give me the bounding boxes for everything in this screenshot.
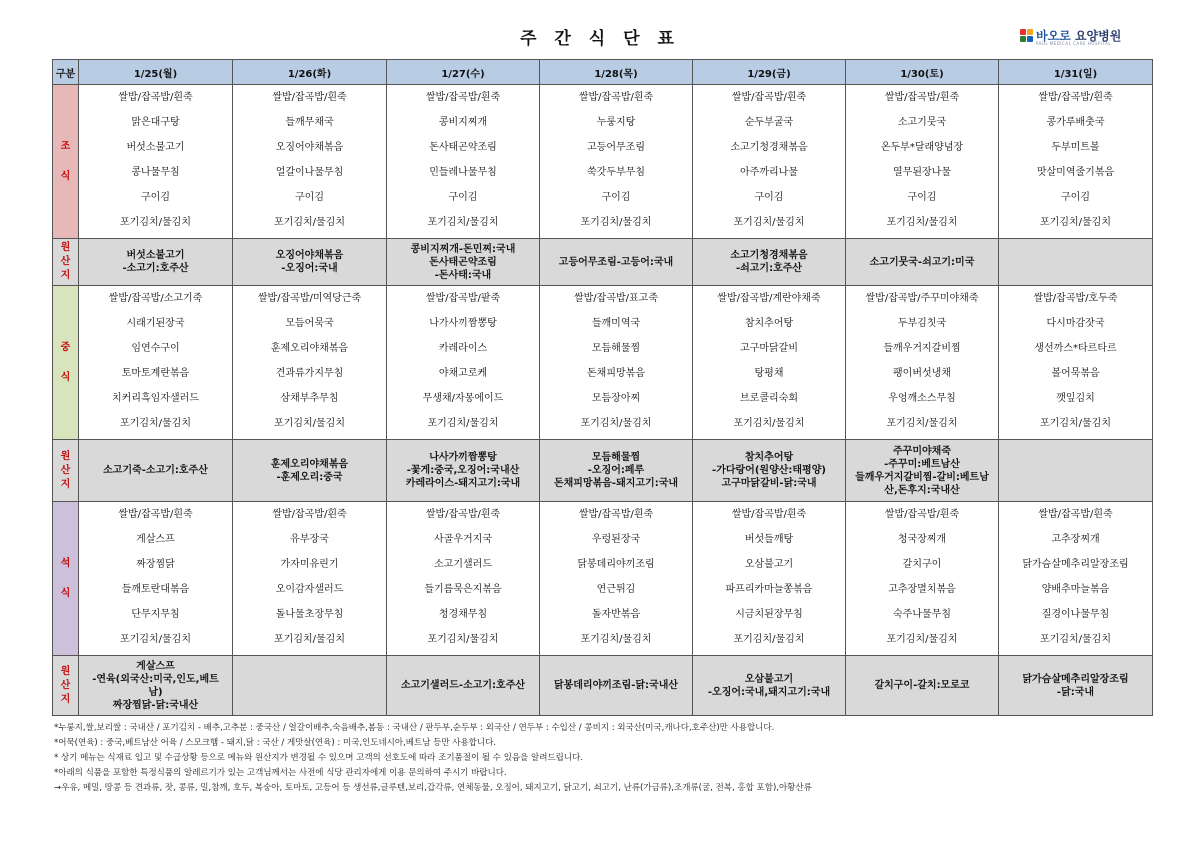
origin-cell — [79, 656, 233, 716]
origin-line: 카레라이스-돼지고기:국내 — [405, 478, 521, 489]
lunch-cell — [846, 286, 999, 440]
day-header: 1/27(수) — [387, 60, 540, 85]
menu-item: 단무지무침 — [131, 609, 180, 620]
menu-item: 들기름묵은지볶음 — [424, 584, 502, 595]
menu-item: 게살스프 — [136, 534, 175, 545]
dinner-cell — [693, 502, 846, 656]
origin-label — [53, 239, 79, 286]
menu-item: 포기김치/물김치 — [733, 634, 805, 645]
menu-item: 파프리카마늘쫑볶음 — [725, 584, 813, 595]
breakfast_origin-row — [53, 239, 1153, 286]
origin-line: -소고기:호주산 — [122, 263, 189, 274]
lunch_origin-row — [53, 440, 1153, 502]
lunch-cell — [540, 286, 693, 440]
meal-label-char: 식 — [60, 587, 71, 599]
dinner-cell — [846, 502, 999, 656]
menu-item: 가자미유린기 — [280, 559, 339, 570]
menu-items — [693, 502, 845, 655]
origin-line: 짜장찜닭-닭:국내산 — [112, 699, 199, 711]
menu-item: 쌀밥/잡곡밥/흰죽 — [425, 92, 501, 103]
origin-cell — [387, 440, 540, 502]
origin-line: -주꾸미:베트남산 — [884, 458, 960, 470]
menu-item: 돈채피망볶음 — [587, 368, 645, 379]
menu-items — [846, 502, 998, 655]
menu-item: 삼채부추무침 — [280, 393, 339, 404]
menu-item: 유부장국 — [290, 534, 329, 545]
menu-item: 콩가루배춧국 — [1046, 117, 1105, 128]
menu-item: 쌀밥/잡곡밥/호두죽 — [1033, 293, 1118, 304]
menu-item: 오징어야채볶음 — [275, 142, 344, 153]
menu-item: 참치추어탕 — [744, 318, 794, 329]
dinner-cell — [233, 502, 387, 656]
menu-item: 쌀밥/잡곡밥/흰죽 — [578, 509, 654, 520]
menu-item: 돈사태곤약조림 — [429, 142, 497, 153]
menu-item: 브로콜리숙회 — [740, 393, 798, 404]
origin-cell — [999, 656, 1153, 716]
menu-items — [233, 85, 386, 238]
lunch-cell — [79, 286, 233, 440]
day-header: 1/31(일) — [999, 60, 1153, 85]
menu-item: 숙주나물무침 — [893, 609, 951, 620]
menu-item: 콩비지찌개 — [438, 117, 488, 128]
origin-line: 소고기뭇국-쇠고기:미국 — [869, 256, 975, 268]
menu-item: 쌀밥/잡곡밥/흰죽 — [1038, 92, 1113, 103]
origin-cell — [540, 239, 693, 286]
menu-items — [999, 85, 1152, 238]
origin-line: 소고기샐러드-소고기:호주산 — [400, 680, 526, 691]
footnote-line: *누룽지,쌀,보리쌀 : 국내산 / 포기김치 - 배추,고추분 : 중국산 / 얼갈이배추,숙음배추,봄동 : 국내산 / 판두부,순두부 : 외국산 / 연두부 : 수입산 / 콩비지 : 외국산(미국,캐나다,호주산)만 사용합니다. — [54, 723, 775, 733]
menu-item: 생선까스*타르타르 — [1034, 343, 1117, 354]
menu-item: 포기김치/물김치 — [580, 634, 652, 645]
menu-item: 포기김치/물김치 — [427, 634, 499, 645]
menu-item: 우엉깨소스무침 — [888, 393, 956, 404]
footnote-line: *어묵(연육) : 중국,베트남산 어육 / 스모크햄 - 돼지,닭 : 국산 / 게맛살(연육) : 미국,인도네시아,베트남 등만 사용합니다. — [54, 738, 497, 748]
breakfast-cell — [846, 85, 999, 239]
menu-item: 포기김치/물김치 — [1040, 634, 1111, 645]
origin-line: 소고기죽-소고기:호주산 — [103, 465, 208, 476]
origin-line: 소고기청경채볶음 — [730, 250, 808, 261]
logo-subtext: PAUL MEDICAL CARE HOSPITAL — [1036, 41, 1112, 46]
logo-text: 바오로 요양병원 — [1036, 29, 1122, 43]
menu-item: 소고기뭇국 — [897, 117, 947, 128]
menu-item: 포기김치/물김치 — [733, 418, 805, 429]
origin-line: 닭봉데리야끼조림-닭:국내산 — [553, 680, 679, 691]
menu-item: 시금치된장무침 — [735, 609, 803, 620]
menu-item: 모듬장아찌 — [591, 393, 641, 404]
menu-items — [233, 502, 386, 655]
day-header: 1/26(화) — [233, 60, 387, 85]
day-header: 1/28(목) — [540, 60, 693, 85]
menu-item: 오삼불고기 — [744, 559, 794, 570]
menu-item: 팽이버섯냉채 — [893, 368, 951, 379]
origin-line: 고구마닭갈비-닭:국내 — [721, 478, 817, 489]
menu-item: 포기김치/물김치 — [120, 217, 191, 228]
dinner_origin-row — [53, 656, 1153, 716]
menu-item: 치커리흑임자샐러드 — [112, 393, 199, 404]
menu-items — [693, 286, 845, 439]
origin-cell — [693, 656, 846, 716]
menu-item: 오이감자샐러드 — [275, 584, 344, 595]
origin-line: 모듬해물찜 — [591, 452, 641, 463]
menu-item: 쌀밥/잡곡밥/흰죽 — [118, 509, 193, 520]
menu-item: 포기김치/물김치 — [1040, 217, 1111, 228]
origin-cell — [233, 440, 387, 502]
origin-cell — [999, 440, 1153, 502]
origin-label-char: 지 — [60, 693, 71, 705]
breakfast-cell — [79, 85, 233, 239]
menu-item: 콩나물무침 — [131, 167, 180, 178]
origin-line: 갈치구이-갈치:모로코 — [874, 680, 970, 691]
menu-item: 쌀밥/잡곡밥/흰죽 — [1038, 509, 1113, 520]
dinner-cell — [999, 502, 1153, 656]
breakfast-cell — [999, 85, 1153, 239]
meal-label-char: 중 — [60, 341, 71, 353]
footnote-line: * 상기 메뉴는 식재료 입고 및 수급상황 등으로 메뉴와 원산지가 변경될 수 있으며 고객의 선호도에 따라 조기품절이 될 수 있음을 알려드립니다. — [54, 753, 584, 763]
origin-line: 훈제오리야채볶음 — [270, 458, 349, 470]
menu-item: 얼갈이나물무침 — [275, 167, 344, 178]
menu-item: 쌀밥/잡곡밥/주꾸미야채죽 — [865, 293, 979, 304]
menu-item: 맛살미역줄기볶음 — [1036, 167, 1115, 178]
header-row — [53, 60, 1153, 85]
origin-line: 닭가슴살메추리알장조림 — [1022, 673, 1129, 685]
menu-item: 두부미트볼 — [1051, 142, 1100, 153]
menu-item: 야채고로케 — [438, 368, 488, 379]
origin-line: -가다랑어(원양산:태평양) — [712, 465, 826, 476]
origin-label-char: 산 — [60, 256, 71, 267]
breakfast-row — [53, 85, 1153, 239]
origin-line: 참치추어탕 — [744, 452, 794, 463]
menu-item: 온두부*달래양념장 — [880, 142, 964, 153]
origin-cell — [387, 239, 540, 286]
logo-mark-icon — [1020, 29, 1034, 43]
origin-line: -돈사태:국내 — [434, 269, 492, 281]
weekly-menu-table — [52, 59, 1153, 716]
origin-cell — [846, 239, 999, 286]
menu-item: 고추장멸치볶음 — [888, 584, 956, 595]
origin-line: -연육(외국산:미국,인도,베트 — [92, 673, 219, 685]
origin-label-char: 지 — [60, 478, 71, 490]
menu-items — [693, 85, 845, 238]
dinner-cell — [540, 502, 693, 656]
origin-label — [53, 656, 79, 716]
origin-label — [53, 440, 79, 502]
origin-cell — [846, 440, 999, 502]
menu-item: 포기김치/물김치 — [580, 418, 652, 429]
meal-label-char: 석 — [60, 557, 71, 569]
menu-item: 연근튀김 — [596, 584, 636, 595]
menu-item: 포기김치/물김치 — [427, 217, 499, 228]
menu-item: 돌나물초장무침 — [275, 609, 344, 620]
origin-line: -오징어:국내 — [281, 263, 338, 274]
menu-item: 모듬어묵국 — [285, 318, 334, 329]
menu-item: 청국장찌개 — [897, 534, 947, 545]
menu-item: 구이김 — [141, 192, 170, 203]
menu-item: 돌자반볶음 — [591, 609, 641, 620]
day-header: 1/29(금) — [693, 60, 846, 85]
origin-label-char: 지 — [60, 270, 71, 281]
dinner-label — [53, 502, 79, 656]
menu-item: 포기김치/물김치 — [1040, 418, 1111, 429]
breakfast-label — [53, 85, 79, 239]
menu-item: 아주까리나물 — [740, 167, 798, 178]
origin-line: 돈채피망볶음-돼지고기:국내 — [553, 478, 679, 489]
day-header: 1/30(토) — [846, 60, 999, 85]
menu-item: 무생채/자몽에이드 — [422, 393, 504, 404]
origin-line: -닭:국내 — [1056, 686, 1095, 698]
menu-item: 순두부굴국 — [744, 117, 794, 128]
menu-item: 양배추마늘볶음 — [1041, 584, 1110, 595]
menu-item: 포기김치/물김치 — [427, 418, 499, 429]
origin-line: 게살스프 — [136, 660, 175, 672]
menu-item: 탕평채 — [754, 368, 784, 379]
origin-line: -오징어:국내,돼지고기:국내 — [707, 686, 831, 698]
menu-item: 볼어묵볶음 — [1051, 368, 1100, 379]
origin-line: -훈제오리:중국 — [276, 471, 343, 483]
page-title: 주 간 식 단 표 — [520, 29, 680, 49]
origin-label-char: 산 — [60, 679, 71, 691]
origin-line: 들깨우거지갈비찜-갈비:베트남 — [855, 471, 989, 483]
menu-item: 포기김치/물김치 — [274, 634, 345, 645]
menu-item: 사골우거지국 — [434, 534, 492, 545]
origin-line: 콩비지찌개-돈민찌:국내 — [410, 243, 516, 255]
menu-item: 짜장찜닭 — [136, 559, 175, 570]
breakfast-cell — [540, 85, 693, 239]
menu-item: 쌀밥/잡곡밥/흰죽 — [884, 509, 960, 520]
dinner-row — [53, 502, 1153, 656]
footnote-line: →우유, 메밀, 땅콩 등 견과류, 잣, 콩류, 밀,참깨, 호두, 복숭아, 토마토, 고등어 등 생선류,글루텐,보리,갑각류, 연체동물, 오징어, 돼지고기, 닭고기, 쇠고기, 난류(가금류),조개류(굴, 전복, 홍합 포함),아황산류 — [54, 783, 812, 793]
origin-cell — [233, 656, 387, 716]
menu-items — [387, 85, 539, 238]
menu-item: 구이김 — [907, 192, 937, 203]
menu-item: 카레라이스 — [438, 343, 488, 354]
menu-item: 소고기샐러드 — [434, 559, 492, 570]
menu-items — [540, 502, 692, 655]
footnotes — [54, 721, 1154, 796]
menu-item: 쌀밥/잡곡밥/소고기죽 — [108, 293, 203, 304]
origin-line: 고등어무조림-고등어:국내 — [558, 256, 674, 268]
origin-cell — [387, 656, 540, 716]
menu-item: 임연수구이 — [131, 343, 180, 354]
menu-item: 구이김 — [1061, 192, 1090, 203]
menu-item: 구이김 — [601, 192, 631, 203]
menu-item: 포기김치/물김치 — [274, 418, 345, 429]
menu-items — [846, 85, 998, 238]
origin-cell — [233, 239, 387, 286]
menu-item: 훈제오리야채볶음 — [270, 343, 349, 354]
origin-cell — [846, 656, 999, 716]
origin-line: 오삼불고기 — [744, 673, 794, 685]
menu-item: 포기김치/물김치 — [886, 634, 958, 645]
menu-item: 포기김치/물김치 — [886, 418, 958, 429]
menu-items — [999, 502, 1152, 655]
menu-items — [387, 286, 539, 439]
menu-item: 포기김치/물김치 — [733, 217, 805, 228]
menu-item: 청경채무침 — [438, 609, 488, 620]
corner-label: 구분 — [53, 60, 79, 85]
origin-cell — [999, 239, 1153, 286]
origin-line: 산,돈후지:국내산 — [884, 484, 960, 496]
menu-item: 포기김치/물김치 — [886, 217, 958, 228]
menu-items — [233, 286, 386, 439]
breakfast-cell — [693, 85, 846, 239]
origin-line: 오징어야채볶음 — [275, 250, 344, 261]
origin-label-char: 원 — [60, 242, 71, 253]
menu-item: 모듬해물찜 — [591, 343, 641, 354]
menu-items — [540, 85, 692, 238]
lunch-cell — [387, 286, 540, 440]
menu-item: 들깨미역국 — [591, 318, 641, 329]
menu-item: 구이김 — [295, 192, 324, 203]
hospital-logo — [1020, 26, 1140, 50]
origin-line: 버섯소불고기 — [126, 250, 185, 261]
menu-item: 쌀밥/잡곡밥/팥죽 — [425, 293, 501, 304]
origin-line: 주꾸미야채죽 — [893, 445, 951, 457]
menu-items — [79, 502, 232, 655]
menu-item: 고추장찌개 — [1051, 534, 1100, 545]
menu-items — [79, 286, 232, 439]
origin-cell — [540, 656, 693, 716]
menu-item: 버섯소불고기 — [126, 142, 185, 153]
menu-item: 구이김 — [754, 192, 784, 203]
lunch-cell — [693, 286, 846, 440]
origin-label-char: 원 — [60, 665, 71, 677]
menu-item: 쌀밥/잡곡밥/계란야채죽 — [717, 293, 821, 304]
menu-item: 포기김치/물김치 — [580, 217, 652, 228]
day-header: 1/25(월) — [79, 60, 233, 85]
footnote-line: *아래의 식품을 포함한 특정식품의 알레르기가 있는 고객님께서는 사전에 식당 관리자에게 이용 문의하여 주시기 바랍니다. — [54, 768, 507, 778]
breakfast-cell — [233, 85, 387, 239]
menu-item: 고구마닭갈비 — [740, 343, 798, 354]
lunch-cell — [999, 286, 1153, 440]
menu-item: 견과류가지무침 — [275, 368, 344, 379]
origin-line: 남) — [148, 686, 163, 698]
menu-item: 두부김칫국 — [897, 318, 947, 329]
origin-cell — [693, 440, 846, 502]
menu-item: 갈치구이 — [902, 559, 942, 570]
menu-item: 쌀밥/잡곡밥/흰죽 — [425, 509, 501, 520]
menu-item: 쌀밥/잡곡밥/흰죽 — [578, 92, 654, 103]
menu-item: 쌀밥/잡곡밥/흰죽 — [272, 92, 347, 103]
menu-item: 다시마감잣국 — [1046, 318, 1105, 329]
menu-item: 들깨무채국 — [285, 117, 334, 128]
lunch-cell — [233, 286, 387, 440]
meal-label-char: 식 — [60, 371, 71, 383]
menu-item: 버섯들깨탕 — [744, 534, 794, 545]
menu-item: 구이김 — [448, 192, 478, 203]
lunch-row — [53, 286, 1153, 440]
menu-item: 쌀밥/잡곡밥/흰죽 — [731, 509, 807, 520]
menu-item: 쌀밥/잡곡밥/흰죽 — [884, 92, 960, 103]
menu-item: 쑥갓두부무침 — [587, 167, 645, 178]
origin-label-char: 산 — [60, 464, 71, 476]
menu-items — [387, 502, 539, 655]
origin-line: 돈사태곤약조림 — [429, 256, 497, 268]
menu-item: 누룽지탕 — [596, 117, 636, 128]
menu-item: 토마토계란볶음 — [121, 368, 190, 379]
menu-item: 쌀밥/잡곡밥/미역당근죽 — [257, 293, 362, 304]
menu-item: 쌀밥/잡곡밥/흰죽 — [118, 92, 193, 103]
origin-cell — [693, 239, 846, 286]
menu-items — [79, 85, 232, 238]
origin-line: -쇠고기:호주산 — [735, 263, 803, 274]
menu-item: 쌀밥/잡곡밥/표고죽 — [573, 293, 659, 304]
menu-item: 들깨토란대볶음 — [121, 584, 190, 595]
menu-item: 쌀밥/잡곡밥/흰죽 — [731, 92, 807, 103]
origin-cell — [540, 440, 693, 502]
menu-item: 맑은대구탕 — [131, 117, 180, 128]
menu-item: 들깨우거지갈비찜 — [883, 343, 961, 354]
menu-item: 소고기청경채볶음 — [730, 142, 808, 153]
origin-label-char: 원 — [60, 450, 71, 462]
menu-item: 포기김치/물김치 — [120, 418, 191, 429]
menu-item: 우렁된장국 — [591, 534, 641, 545]
menu-item: 깻잎김치 — [1056, 393, 1095, 404]
menu-item: 질경이나물무침 — [1041, 609, 1110, 620]
menu-item: 포기김치/물김치 — [274, 217, 345, 228]
menu-item: 민들레나물무침 — [429, 167, 497, 178]
menu-item: 열무된장나물 — [893, 167, 951, 178]
origin-line: -꽃게:중국,오징어:국내산 — [406, 465, 520, 476]
menu-items — [846, 286, 998, 439]
origin-cell — [79, 440, 233, 502]
meal-label-char: 조 — [60, 140, 71, 152]
origin-line: -오징어:페루 — [587, 465, 645, 476]
lunch-label — [53, 286, 79, 440]
menu-item: 쌀밥/잡곡밥/흰죽 — [272, 509, 347, 520]
origin-line: 나사가끼짬뽕탕 — [429, 452, 497, 463]
menu-items — [999, 286, 1152, 439]
menu-items — [540, 286, 692, 439]
menu-item: 시래기된장국 — [126, 318, 185, 329]
menu-item: 닭봉데리야끼조림 — [577, 559, 655, 570]
meal-label-char: 식 — [60, 170, 71, 182]
origin-cell — [79, 239, 233, 286]
dinner-cell — [79, 502, 233, 656]
menu-item: 닭가슴살메추리알장조림 — [1022, 559, 1129, 570]
breakfast-cell — [387, 85, 540, 239]
menu-item: 포기김치/물김치 — [120, 634, 191, 645]
dinner-cell — [387, 502, 540, 656]
menu-item: 나가사끼짬뽕탕 — [429, 318, 497, 329]
menu-item: 고등어무조림 — [587, 142, 645, 153]
